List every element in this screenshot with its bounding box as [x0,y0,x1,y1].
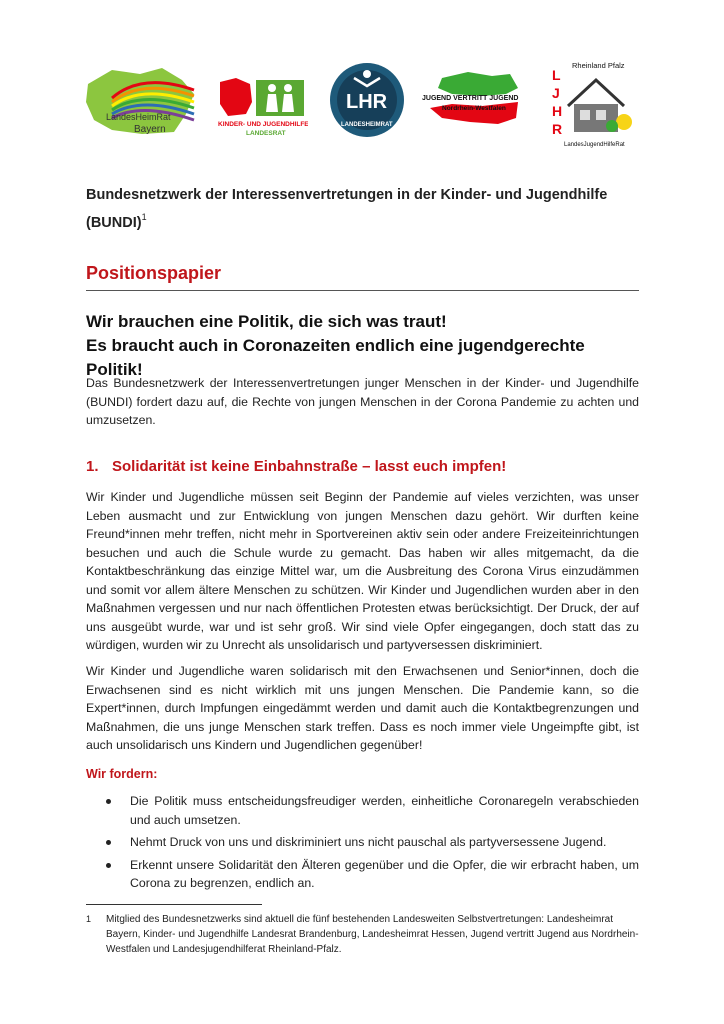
demands-list [86,792,639,897]
footnote-divider [86,904,262,905]
bullet-icon [106,840,111,845]
demand-text-3: Erkennt unsere Solidarität den Älteren gegenüber und die Opfer, die wir erbracht haben, um Corona zu begrenzen, endlich an. [130,857,639,890]
bayern-logo-text-1: LandesHeimRat [106,112,171,122]
nrw-logo-text-1: JUGEND VERTRITT JUGEND [422,95,519,102]
organisation-title [86,184,646,234]
list-item [86,833,639,852]
landesheimrat-hessen-logo [328,60,406,140]
section-1-paragraph-2: Wir Kinder und Jugendliche waren solidarisch mit den Erwachsenen und Senior*innen, doch die Erwachsenen sind es nicht wirklich mit uns jungen Menschen. Die Pandemie kann, so die Expert*innen, durch Impfungen eingedämmt werden und damit auch die Kontaktbegrenzungen und Maßnahmen, die uns junge Menschen stark treffen. Dass es noch immer viele Ungeimpfte gibt, ist auch unsolidarisch uns Kindern und Jugendlichen gegenüber! [86,664,639,752]
brandenburg-logo-text-2: LANDESRAT [246,130,286,137]
rlp-logo-subtitle: LandesJugendHilfeRat [564,142,625,148]
nrw-logo-text-2: Nordrhein-Westfalen [442,105,506,112]
demands-label: Wir fordern: [86,767,158,781]
footnote-reference[interactable]: 1 [141,212,147,222]
list-item [86,856,639,893]
landesheimrat-bayern-logo [82,64,200,138]
bullet-icon [106,799,111,804]
section-1-title: Solidarität ist keine Einbahnstraße – lasst euch impfen! [112,458,507,475]
hessen-logo-text-2: LANDESHEIMRAT [341,122,393,128]
list-item [86,792,639,829]
document-type-heading: Positionspapier [86,263,222,283]
rlp-logo-letter-j: J [552,85,560,101]
demand-text-1: Die Politik muss entscheidungsfreudiger werden, einheitliche Coronaregeln verabschieden und auch umsetzen. [130,794,639,827]
demand-text-2: Nehmt Druck von uns und diskriminiert uns nicht pauschal als partyversessene Jugend. [130,835,607,849]
section-1-paragraph-1: Wir Kinder und Jugendliche müssen seit Beginn der Pandemie auf vieles verzichten, was unser Leben ausmacht und zur Entwicklung von jungen Menschen dazu gehört. Wir durften keine Freund*innen mehr treffen, nicht mehr in Sportvereinen aktiv sein oder andere Freizeiteinrichtungen besuchen und auch die Schule wurde zu gemacht. Das haben wir alles mitgemacht, da die Kontaktbeschränkung das einzige Mittel war, um die Ausbreitung des Corona Virus einzudämmen und somit vor allem ältere Menschen zu schützen. Wir Kinder und Jugendlichen wurden aber in den Maßnahmen vergessen und nur nach öffentlichen Protesten etwas berücksichtigt. Der Druck, der auf uns ausgeübt wurde, war und ist sehr groß. Wir sind viele Opfer eingegangen, doch statt das zu würdigen, wurden wir zu Unrecht als unsolidarisch und partyversessen diskriminiert. [86,490,639,652]
footnote-number: 1 [86,914,92,924]
headline-line-2: Es braucht auch in Coronazeiten endlich eine jugendgerechte Politik! [86,336,585,379]
jugend-vertritt-jugend-logo [422,70,528,142]
hessen-logo-text-1: LHR [346,91,388,113]
rlp-logo-letter-l: L [552,67,561,83]
intro-paragraph: Das Bundesnetzwerk der Interessenvertretungen junger Menschen in der Kinder- und Jugendhilfe (BUNDI) fordert dazu auf, die Rechte von jungen Menschen in der Corona Pandemie zu achten und umzusetzen. [86,376,639,427]
document-headline [86,310,646,382]
rlp-logo-letter-r: R [552,121,563,137]
kinder-jugendhilfe-landesrat-logo [216,74,308,138]
footnote-text: Mitglied des Bundesnetzwerks sind aktuell die fünf bestehenden Landesweiten Selbstvertretungen: Landesheimrat Bayern, Kinder- und Jugendhilfe Landesrat Brandenburg, Landesheimrat Hessen, Jugend vertritt Jugend aus Nordrhein-Westfalen und Landesjugendhilferat Rheinland-Pfalz. [106,914,639,955]
partner-logos [82,56,642,152]
footnote [86,912,639,957]
rlp-logo-title: Rheinland Pfalz [572,61,625,70]
heading-divider [86,290,639,291]
section-1-number: 1. [86,458,99,475]
bayern-logo-text-2: Bayern [134,124,166,135]
rlp-logo-letter-h: H [552,103,563,119]
section-1-heading [86,458,506,475]
organisation-title-text: Bundesnetzwerk der Interessenvertretungen in der Kinder- und Jugendhilfe (BUNDI) [86,187,608,231]
headline-line-1: Wir brauchen eine Politik, die sich was traut! [86,312,447,331]
landesjugendhilferat-rlp-logo [550,58,640,150]
brandenburg-logo-text-1: KINDER- UND JUGENDHILFE [218,121,308,128]
bullet-icon [106,863,111,868]
